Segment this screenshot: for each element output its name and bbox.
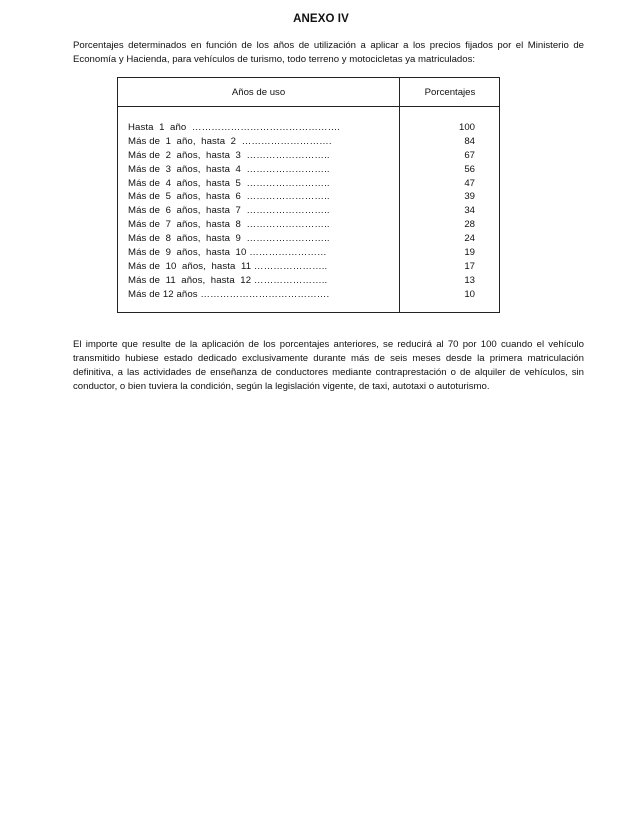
header-years-of-use: Años de uso [231, 87, 286, 98]
row-label: Más de 3 años, hasta 4 …………………….. [128, 163, 330, 175]
row-value: 34 [464, 205, 475, 217]
table-row [128, 204, 499, 218]
table-row [128, 260, 499, 274]
row-value: 24 [464, 233, 475, 245]
row-value: 39 [464, 191, 475, 203]
row-value: 28 [464, 219, 475, 231]
table-row [128, 274, 499, 288]
row-label: Más de 1 año, hasta 2 ………………………. [128, 135, 332, 147]
row-value: 10 [464, 288, 475, 300]
row-label: Más de 9 años, hasta 10 …………………… [128, 247, 327, 259]
intro-paragraph: Porcentajes determinados en función de los años de utilización a aplicar a los precios fijados por el Ministerio de Economía y Hacienda, para vehículos de turismo, todo terreno y motocicletas ya matriculados: [73, 40, 584, 65]
row-label: Más de 11 años, hasta 12 ………………….. [128, 274, 328, 286]
table-row [128, 121, 499, 135]
table-row [128, 218, 499, 232]
row-value: 17 [464, 260, 475, 272]
row-value: 100 [458, 122, 475, 133]
row-label: Más de 4 años, hasta 5 …………………….. [128, 177, 330, 189]
row-label: Más de 8 años, hasta 9 …………………….. [128, 233, 330, 245]
row-value: 56 [464, 163, 475, 175]
percentages-table [117, 77, 500, 313]
row-value: 84 [464, 135, 475, 147]
row-label: Más de 2 años, hasta 3 …………………….. [128, 149, 330, 161]
table-row [128, 163, 499, 177]
header-rule [118, 106, 499, 107]
table-row [128, 177, 499, 191]
row-label: Más de 7 años, hasta 8 …………………….. [128, 219, 330, 231]
row-value: 67 [464, 149, 475, 161]
table-row [128, 246, 499, 260]
table-row [128, 149, 499, 163]
row-label: Más de 5 años, hasta 6 …………………….. [128, 191, 330, 203]
table-row [128, 135, 499, 149]
table-row [128, 232, 499, 246]
row-value: 47 [464, 177, 475, 189]
row-label: Más de 6 años, hasta 7 …………………….. [128, 205, 330, 217]
row-label: Más de 10 años, hasta 11 ………………….. [128, 260, 328, 272]
row-label: Hasta 1 año ………………………………………. [128, 122, 341, 133]
row-label: Más de 12 años …………………………………. [128, 288, 330, 300]
row-value: 13 [464, 274, 475, 286]
header-percentages: Porcentajes [424, 87, 476, 98]
table-row [128, 288, 499, 302]
row-value: 19 [464, 247, 475, 259]
page-title: ANEXO IV [293, 13, 349, 25]
table-row [128, 190, 499, 204]
closing-paragraph: El importe que resulte de la aplicación de los porcentajes anteriores, se reducirá al 70 por 100 cuando el vehículo transmitido hubiese estado dedicado exclusivamente durante más de seis meses desde la primera matriculación definitiva, a las actividades de enseñanza de conductores mediante contraprestación o de alquiler de vehículos, sin conductor, o bien tuviera la condición, según la legislación vigente, de taxi, autotaxi o autoturismo. [73, 339, 584, 392]
table-rows [128, 121, 499, 302]
